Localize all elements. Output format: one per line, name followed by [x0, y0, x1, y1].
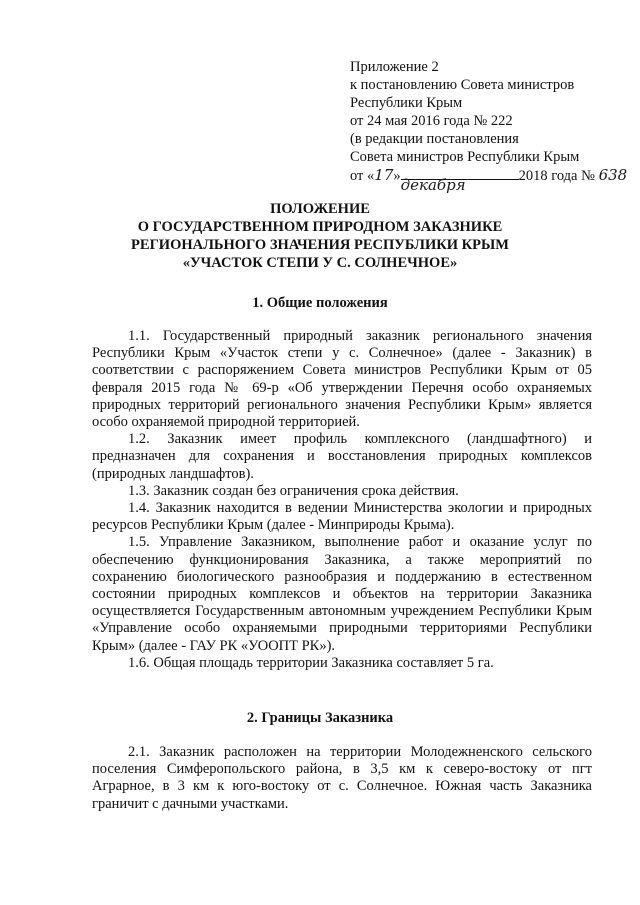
- handwritten-month: декабря: [400, 176, 466, 194]
- title-line-3: РЕГИОНАЛЬНОГО ЗНАЧЕНИЯ РЕСПУБЛИКИ КРЫМ: [131, 237, 509, 253]
- annex-line-4: от 24 мая 2016 года № 222: [350, 113, 513, 129]
- annex-date-prefix: от «: [350, 168, 375, 184]
- title-line-2: О ГОСУДАРСТВЕННОМ ПРИРОДНОМ ЗАКАЗНИКЕ: [137, 219, 503, 235]
- paragraph-1-5: 1.5. Управление Заказником, выполнение работ и оказание услуг по обеспечению функционирования Заказника, а также мероприятий по сохранению биологического разнообразия и поддержанию в естественном состоянии природных комплексов и объектов на территории Заказника осуществляется Государственным автономным учреждением Республики Крым «Управление особо охраняемыми природными территориями Республики Крым» (далее - ГАУ РК «УООПТ РК»).: [92, 534, 592, 654]
- title-line-4: «УЧАСТОК СТЕПИ У С. СОЛНЕЧНОЕ»: [182, 255, 458, 271]
- paragraph-1-6: 1.6. Общая площадь территории Заказника составляет 5 га.: [128, 654, 494, 671]
- annex-line-2: к постановлению Совета министров: [350, 77, 575, 93]
- paragraph-1-1: 1.1. Государственный природный заказник регионального значения Республики Крым «Участок степи у с. Солнечное» (далее - Заказник) в соответствии с распоряжением Совета министров Республики Крым от 05 февраля 2015 года № 69-р «Об утверждении Перечня особо охраняемых природных территорий регионального значения Республики Крым» является особо охраняемой природной территорией.: [92, 328, 592, 431]
- section-2-heading: 2. Границы Заказника: [246, 710, 394, 726]
- section-1-heading: 1. Общие положения: [252, 295, 388, 311]
- paragraph-2-1: 2.1. Заказник расположен на территории Молодежненского сельского поселения Симферопольского района, в 3,5 км к северо-востоку от пгт Аграрное, в 3 км к юго-востоку от с. Солнечное. Южная часть Заказника граничит с дачными участками.: [92, 744, 592, 812]
- handwritten-day: 17: [374, 166, 394, 184]
- paragraph-1-4: 1.4. Заказник находится в ведении Министерства экологии и природных ресурсов Республики Крым (далее - Минприроды Крыма).: [92, 500, 592, 534]
- annex-line-5: (в редакции постановления: [350, 131, 519, 147]
- annex-line-3: Республики Крым: [350, 95, 463, 111]
- section-1-body: [92, 328, 592, 672]
- annex-line-1: Приложение 2: [350, 59, 439, 75]
- document-title: [0, 200, 640, 272]
- annex-line-7: [350, 166, 630, 194]
- handwritten-number: 638: [598, 166, 628, 184]
- paragraph-1-3: 1.3. Заказник создан без ограничения срока действия.: [128, 482, 459, 499]
- annex-line-6: Совета министров Республики Крым: [350, 149, 580, 165]
- handwritten-month-field: [400, 176, 519, 194]
- title-line-1: ПОЛОЖЕНИЕ: [270, 201, 370, 217]
- section-2-body: [92, 744, 592, 813]
- paragraph-1-2: 1.2. Заказник имеет профиль комплексного (ландшафтного) и предназначен для сохранения и восстановления природных комплексов (природных ландшафтов).: [92, 431, 592, 482]
- annex-date-year: 2018 года №: [518, 168, 595, 184]
- annex-header: [350, 58, 630, 194]
- annex-date-quote: »: [393, 168, 401, 184]
